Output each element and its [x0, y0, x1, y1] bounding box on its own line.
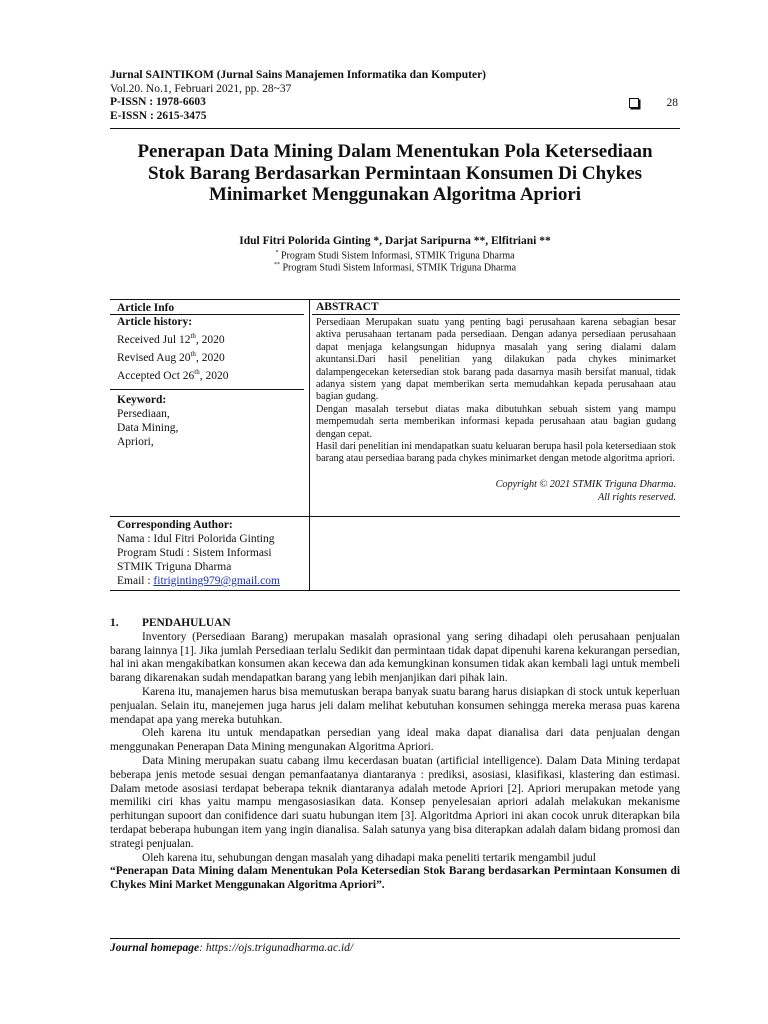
bold-research-title: “Penerapan Data Mining dalam Menentukan Pola Ketersedian Stok Barang berdasarkan Permintaan Konsumen di Chykes Mini Market Menggunakan Algoritma Apriori”. — [110, 865, 680, 892]
author-email: Email : fitriginting979@gmail.com — [117, 575, 280, 587]
body-paragraph: Karena itu, manajemen harus bisa memutuskan berapa banyak suatu barang harus disiapkan di stock untuk keperluan penjualan. Selain itu, manejemen juga harus jeli dalam melihat kebutuhan konsumen sehingga mereka merasa puas karena mendapat apa yang mereka butuhkan. — [110, 685, 680, 726]
section-introduction — [110, 617, 680, 893]
author-list: Idul Fitri Polorida Ginting *, Darjat Saripurna **, Elfitriani ** — [239, 235, 551, 247]
affiliation-mark: * — [275, 250, 279, 256]
title-line: Penerapan Data Mining Dalam Menentukan Pola Ketersediaan — [137, 141, 653, 162]
article-history-heading: Article history: — [117, 316, 193, 328]
author-name: Nama : Idul Fitri Polorida Ginting — [117, 533, 275, 545]
copyright-line: All rights reserved. — [598, 492, 676, 503]
paper-title — [110, 141, 680, 206]
affiliation — [110, 250, 680, 261]
abstract-body — [316, 317, 676, 466]
abstract-paragraph: Dengan masalah tersebut diatas maka dibutuhkan sebuah sistem yang mampu mempemudah serta memberikan informasi kepada perusahaan atau bagian gudang dengan cepat. — [316, 403, 676, 440]
affiliation-text: Program Studi Sistem Informasi, STMIK Triguna Dharma — [282, 262, 517, 274]
footer-divider — [110, 938, 680, 939]
body-paragraph: Data Mining merupakan suatu cabang ilmu kecerdasan buatan (artificial intelligence). Dalam Data Mining terdapat beberapa jenis metode sesuai dengan pemanfaatanya diantaranya : prediksi, asosiasi, klasifikasi, klastering dan estimasi. Dalam metode asosiasi terdapat beberapa teknik diantaranya adalah metode Apriori [2]. Apriori merupakan metode yang memiliki ciri khas yaitu mampu mengasosiasikan data. Konsep penyelesaian apriori adalah melakukan mekanisme perhitungan supoort dan conifidence dari suatu hubungan item [3]. Algoritdma Apriori ini akan cocok unruk diterapkan bila terdapat beberapa hubungan item yang ingin dianalisa. Salah satunya yang bisa diterapkan adalah dalam bidang promosi dan strategi penjualan. — [110, 754, 680, 850]
copyright-notice — [316, 478, 676, 504]
copyright-line: Copyright © 2021 STMIK Triguna Dharma. — [495, 479, 676, 490]
journal-volume: Vol.20. No.1, Februari 2021, pp. 28~37 — [110, 82, 292, 95]
keyword-item: Persediaan, — [117, 408, 170, 420]
email-link[interactable]: fitriginting979@gmail.com — [153, 575, 280, 587]
accepted-date: Accepted Oct 26th, 2020 — [117, 367, 229, 382]
journal-footer — [110, 942, 353, 954]
abstract-paragraph: Hasil dari penelitian ini mendapatkan suatu keluaran berupa hasil pola ketersediaan stok barang atau persediaa barang pada chykes minimarket dengan metode algoritma apriori. — [316, 441, 676, 465]
keyword-item: Apriori, — [117, 436, 154, 448]
header-divider — [110, 128, 680, 129]
info-column-divider — [309, 299, 310, 590]
footer-label: Journal homepage — [110, 942, 200, 954]
abstract-heading-rule — [312, 314, 680, 315]
affiliation — [110, 262, 680, 273]
journal-header — [110, 69, 680, 123]
info-box-mid-rule — [110, 516, 680, 517]
footer-url[interactable]: : https://ojs.trigunadharma.ac.id/ — [199, 942, 354, 954]
author-program: Program Studi : Sistem Informasi — [117, 547, 272, 559]
journal-eissn: E-ISSN : 2615-3475 — [110, 109, 207, 122]
title-line: Minimarket Menggunakan Algoritma Apriori — [208, 184, 582, 205]
article-info — [117, 301, 303, 382]
body-paragraph: Oleh karena itu, sehubungan dengan masalah yang dihadapi maka peneliti tertarik mengambil judul — [142, 851, 596, 864]
revised-date: Revised Aug 20th, 2020 — [117, 349, 225, 364]
history-rule — [110, 389, 304, 390]
journal-name: Jurnal SAINTIKOM (Jurnal Sains Manajemen Informatika dan Komputer) — [110, 69, 487, 81]
title-line: Stok Barang Berdasarkan Permintaan Konsumen Di Chykes — [147, 162, 643, 184]
affiliation-text: Program Studi Sistem Informasi, STMIK Triguna Dharma — [280, 250, 515, 262]
article-info-heading: Article Info — [117, 302, 175, 314]
abstract-paragraph: Persediaan Merupakan suatu yang penting bagi perusahaan karena sebagian besar aktiva perusahaan tertanam pada persediaan. Dengan adanya persediaan perusahaan dapat menjaga kelangsungan hidupnya masalah yang sering dialami dalam akuntansi.Dari hasil penelitian yang dilakukan pada chykes minimarket dalampengecekan ketersedian stok barang pada dasarnya masih bersifat manual, tidak adanya sistem yang dapat memberikan serta memudahkan kepada perusahaan atau bagian gudang. — [316, 317, 676, 403]
section-heading: 1. PENDAHULUAN — [110, 617, 231, 629]
keyword-block — [117, 393, 303, 449]
abstract-heading: ABSTRACT — [316, 301, 379, 313]
affiliation-mark: ** — [273, 262, 280, 268]
square-bullet-icon — [629, 98, 639, 108]
journal-pissn: P-ISSN : 1978-6603 — [110, 96, 206, 108]
info-box-top-rule — [110, 299, 680, 300]
body-paragraph: Oleh karena itu untuk mendapatkan persedian yang ideal maka dapat dianalisa dari data penjualan dengan menggunakan Penerapan Data Mining mengunakan Algoritma Apriori. — [110, 727, 680, 754]
page-number: 28 — [666, 97, 678, 109]
keyword-heading: Keyword: — [117, 394, 167, 406]
info-box-bottom-rule — [110, 590, 680, 591]
body-paragraph: Inventory (Persediaan Barang) merupakan masalah oprasional yang sering dihadapi oleh perusahaan penjualan barang lainnya [1]. Jika jumlah Persediaan terlalu Sedikit dan permintaan tidak dapat dipenuhi karena kekurangan persedian, hal ini akan mengakibatkan konsumen akan kecewa dan ada kemungkinan konsumen tidak akan kembali lagi untuk membeli barang dikarenakan sudah mendapatkan barang yang lebih menjanjikan dari pihak lain. — [110, 630, 680, 685]
corresponding-author — [117, 518, 307, 588]
keyword-item: Data Mining, — [117, 422, 179, 434]
author-institution: STMIK Triguna Dharma — [117, 561, 232, 573]
corresponding-heading: Corresponding Author: — [117, 519, 233, 531]
header-right — [629, 97, 679, 109]
received-date: Received Jul 12th, 2020 — [117, 332, 225, 346]
